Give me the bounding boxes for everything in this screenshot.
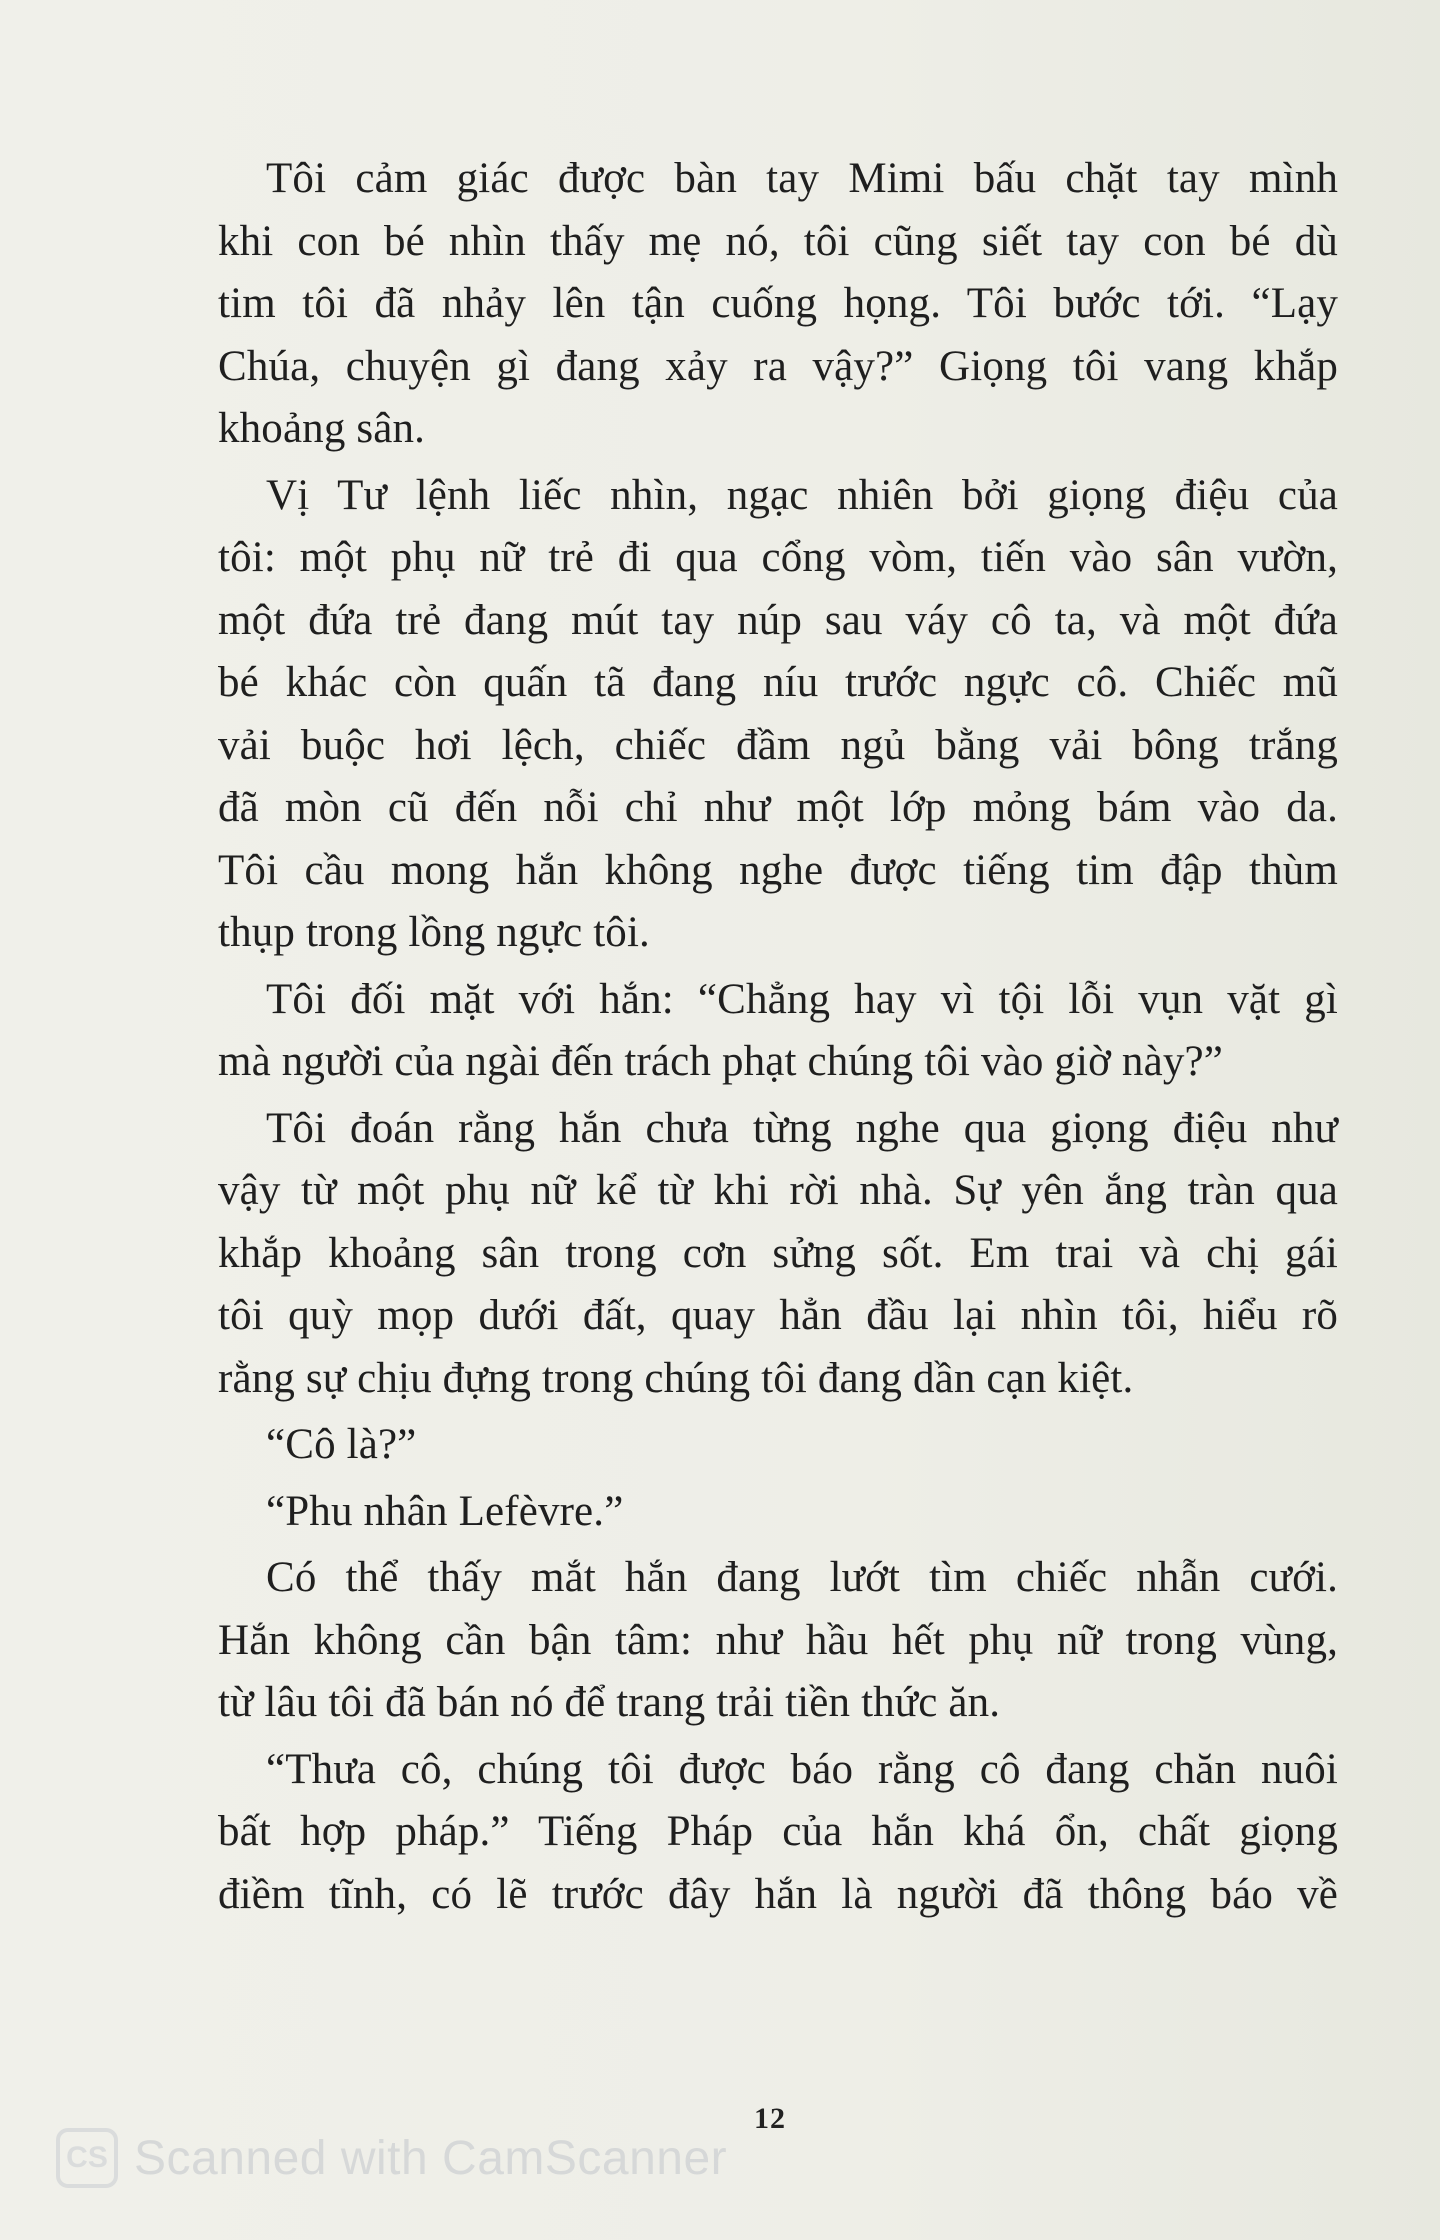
paragraph xyxy=(218,1098,1338,1411)
text-line: “Cô là?” xyxy=(266,1421,417,1468)
page-number: 12 xyxy=(754,2102,786,2135)
text-line: khi con bé nhìn thấy mẹ nó, tôi cũng siết tay con bé dù xyxy=(218,217,1338,265)
text-line: Tôi đối mặt với hắn: “Chẳng hay vì tội lỗi vụn vặt gì xyxy=(266,975,1338,1023)
text-line: Hắn không cần bận tâm: như hầu hết phụ nữ trong vùng, xyxy=(218,1616,1338,1664)
paragraph xyxy=(218,1547,1338,1735)
text-line: bé khác còn quấn tã đang níu trước ngực cô. Chiếc mũ xyxy=(218,659,1338,706)
text-line: rằng sự chịu đựng trong chúng tôi đang dần cạn kiệt. xyxy=(218,1354,1134,1402)
text-line: vậy từ một phụ nữ kể từ khi rời nhà. Sự yên ắng tràn qua xyxy=(218,1167,1338,1214)
paragraph xyxy=(218,1739,1338,1927)
paragraph xyxy=(218,148,1338,461)
text-line: “Thưa cô, chúng tôi được báo rằng cô đang chăn nuôi xyxy=(266,1745,1338,1793)
text-line: Tôi đoán rằng hắn chưa từng nghe qua giọng điệu như xyxy=(266,1104,1338,1152)
text-line: vải buộc hơi lệch, chiếc đầm ngủ bằng vải bông trắng xyxy=(218,721,1338,769)
text-line: điềm tĩnh, có lẽ trước đây hắn là người đã thông báo về xyxy=(218,1870,1338,1918)
text-line: thụp trong lồng ngực tôi. xyxy=(218,909,650,956)
text-line: mà người của ngài đến trách phạt chúng tôi vào giờ này?” xyxy=(218,1038,1223,1085)
text-line: “Phu nhân Lefèvre.” xyxy=(266,1487,624,1535)
camscanner-logo-icon: CS xyxy=(56,2128,118,2188)
scanner-watermark xyxy=(56,2128,727,2188)
text-line: tim tôi đã nhảy lên tận cuống họng. Tôi bước tới. “Lạy xyxy=(218,280,1338,327)
paragraph xyxy=(218,969,1338,1094)
text-line: tôi quỳ mọp dưới đất, quay hẳn đầu lại nhìn tôi, hiểu rõ xyxy=(218,1292,1338,1339)
text-line: Vị Tư lệnh liếc nhìn, ngạc nhiên bởi giọng điệu của xyxy=(266,471,1338,519)
text-line: Chúa, chuyện gì đang xảy ra vậy?” Giọng tôi vang khắp xyxy=(218,342,1338,390)
watermark-text: Scanned with CamScanner xyxy=(134,2131,728,2185)
paragraph xyxy=(218,465,1338,965)
text-line: từ lâu tôi đã bán nó để trang trải tiền thức ăn. xyxy=(218,1679,1001,1726)
text-line: đã mòn cũ đến nỗi chỉ như một lớp mỏng bám vào da. xyxy=(218,784,1338,831)
text-line: bất hợp pháp.” Tiếng Pháp của hắn khá ổn, chất giọng xyxy=(218,1808,1338,1855)
text-line: tôi: một phụ nữ trẻ đi qua cổng vòm, tiến vào sân vườn, xyxy=(218,534,1338,581)
text-line: khắp khoảng sân trong cơn sửng sốt. Em trai và chị gái xyxy=(218,1229,1338,1277)
text-line: khoảng sân. xyxy=(218,405,426,452)
text-line: Tôi cảm giác được bàn tay Mimi bấu chặt tay mình xyxy=(266,155,1338,202)
text-line: Tôi cầu mong hắn không nghe được tiếng tim đập thùm xyxy=(218,846,1338,894)
paragraph xyxy=(218,1481,1338,1544)
text-line: một đứa trẻ đang mút tay núp sau váy cô ta, và một đứa xyxy=(218,596,1338,644)
paragraph xyxy=(218,1414,1338,1477)
text-line: Có thể thấy mắt hắn đang lướt tìm chiếc nhẫn cưới. xyxy=(266,1554,1338,1601)
body-text xyxy=(218,148,1338,1930)
